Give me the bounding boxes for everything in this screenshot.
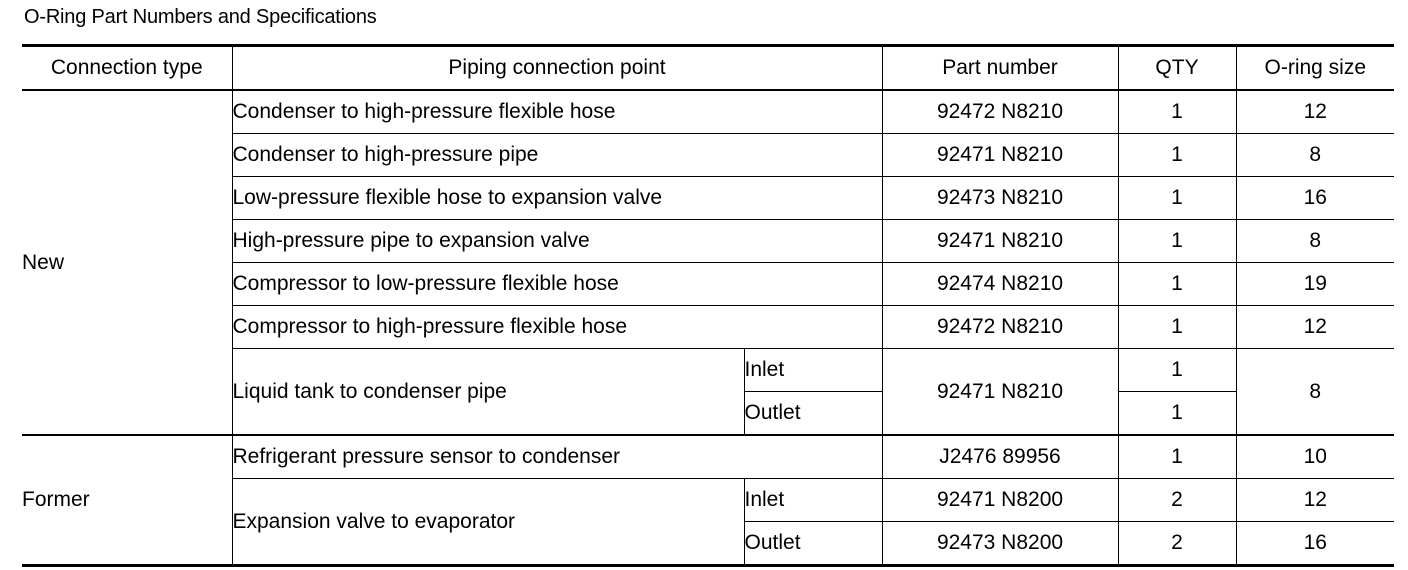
part-number-cell: 92471 N8210 — [882, 349, 1118, 436]
connection-type-former: Former — [22, 435, 232, 566]
header-connection-type: Connection type — [22, 46, 232, 91]
inlet-label-cell: Inlet — [744, 479, 882, 522]
qty-cell: 1 — [1118, 134, 1236, 177]
connection-type-new: New — [22, 90, 232, 435]
piping-point-cell: Refrigerant pressure sensor to condenser — [232, 435, 882, 479]
inlet-label-cell: Inlet — [744, 349, 882, 392]
piping-point-cell: Liquid tank to condenser pipe — [232, 349, 744, 436]
oring-size-cell: 16 — [1236, 522, 1394, 566]
outlet-label-cell: Outlet — [744, 522, 882, 566]
piping-point-cell: High-pressure pipe to expansion valve — [232, 220, 882, 263]
table-caption: O-Ring Part Numbers and Specifications — [24, 6, 377, 28]
header-piping-connection-point: Piping connection point — [232, 46, 882, 91]
table-row — [22, 435, 1394, 479]
oring-size-cell: 12 — [1236, 306, 1394, 349]
qty-cell: 1 — [1118, 392, 1236, 436]
oring-size-cell: 8 — [1236, 349, 1394, 436]
header-part-number: Part number — [882, 46, 1118, 91]
oring-size-cell: 8 — [1236, 220, 1394, 263]
oring-size-cell: 8 — [1236, 134, 1394, 177]
qty-cell: 1 — [1118, 90, 1236, 134]
oring-size-cell: 12 — [1236, 479, 1394, 522]
header-oring-size: O-ring size — [1236, 46, 1394, 91]
qty-cell: 2 — [1118, 479, 1236, 522]
piping-point-cell: Low-pressure flexible hose to expansion valve — [232, 177, 882, 220]
part-number-cell: 92472 N8210 — [882, 90, 1118, 134]
oring-size-cell: 12 — [1236, 90, 1394, 134]
oring-size-cell: 16 — [1236, 177, 1394, 220]
part-number-cell: 92473 N8200 — [882, 522, 1118, 566]
qty-cell: 1 — [1118, 177, 1236, 220]
qty-cell: 1 — [1118, 306, 1236, 349]
piping-point-cell: Expansion valve to evaporator — [232, 479, 744, 566]
qty-cell: 1 — [1118, 220, 1236, 263]
piping-point-cell: Compressor to low-pressure flexible hose — [232, 263, 882, 306]
outlet-label-cell: Outlet — [744, 392, 882, 436]
part-number-cell: 92471 N8210 — [882, 134, 1118, 177]
header-qty: QTY — [1118, 46, 1236, 91]
piping-point-cell: Compressor to high-pressure flexible hose — [232, 306, 882, 349]
qty-cell: 1 — [1118, 349, 1236, 392]
part-number-cell: 92471 N8210 — [882, 220, 1118, 263]
table-row — [22, 90, 1394, 134]
part-number-cell: 92471 N8200 — [882, 479, 1118, 522]
oring-size-cell: 10 — [1236, 435, 1394, 479]
qty-cell: 1 — [1118, 263, 1236, 306]
part-number-cell: 92472 N8210 — [882, 306, 1118, 349]
header-row — [22, 46, 1394, 91]
qty-cell: 1 — [1118, 435, 1236, 479]
part-number-cell: J2476 89956 — [882, 435, 1118, 479]
part-number-cell: 92473 N8210 — [882, 177, 1118, 220]
piping-point-cell: Condenser to high-pressure flexible hose — [232, 90, 882, 134]
piping-point-cell: Condenser to high-pressure pipe — [232, 134, 882, 177]
oring-spec-table — [22, 44, 1394, 567]
qty-cell: 2 — [1118, 522, 1236, 566]
part-number-cell: 92474 N8210 — [882, 263, 1118, 306]
oring-size-cell: 19 — [1236, 263, 1394, 306]
